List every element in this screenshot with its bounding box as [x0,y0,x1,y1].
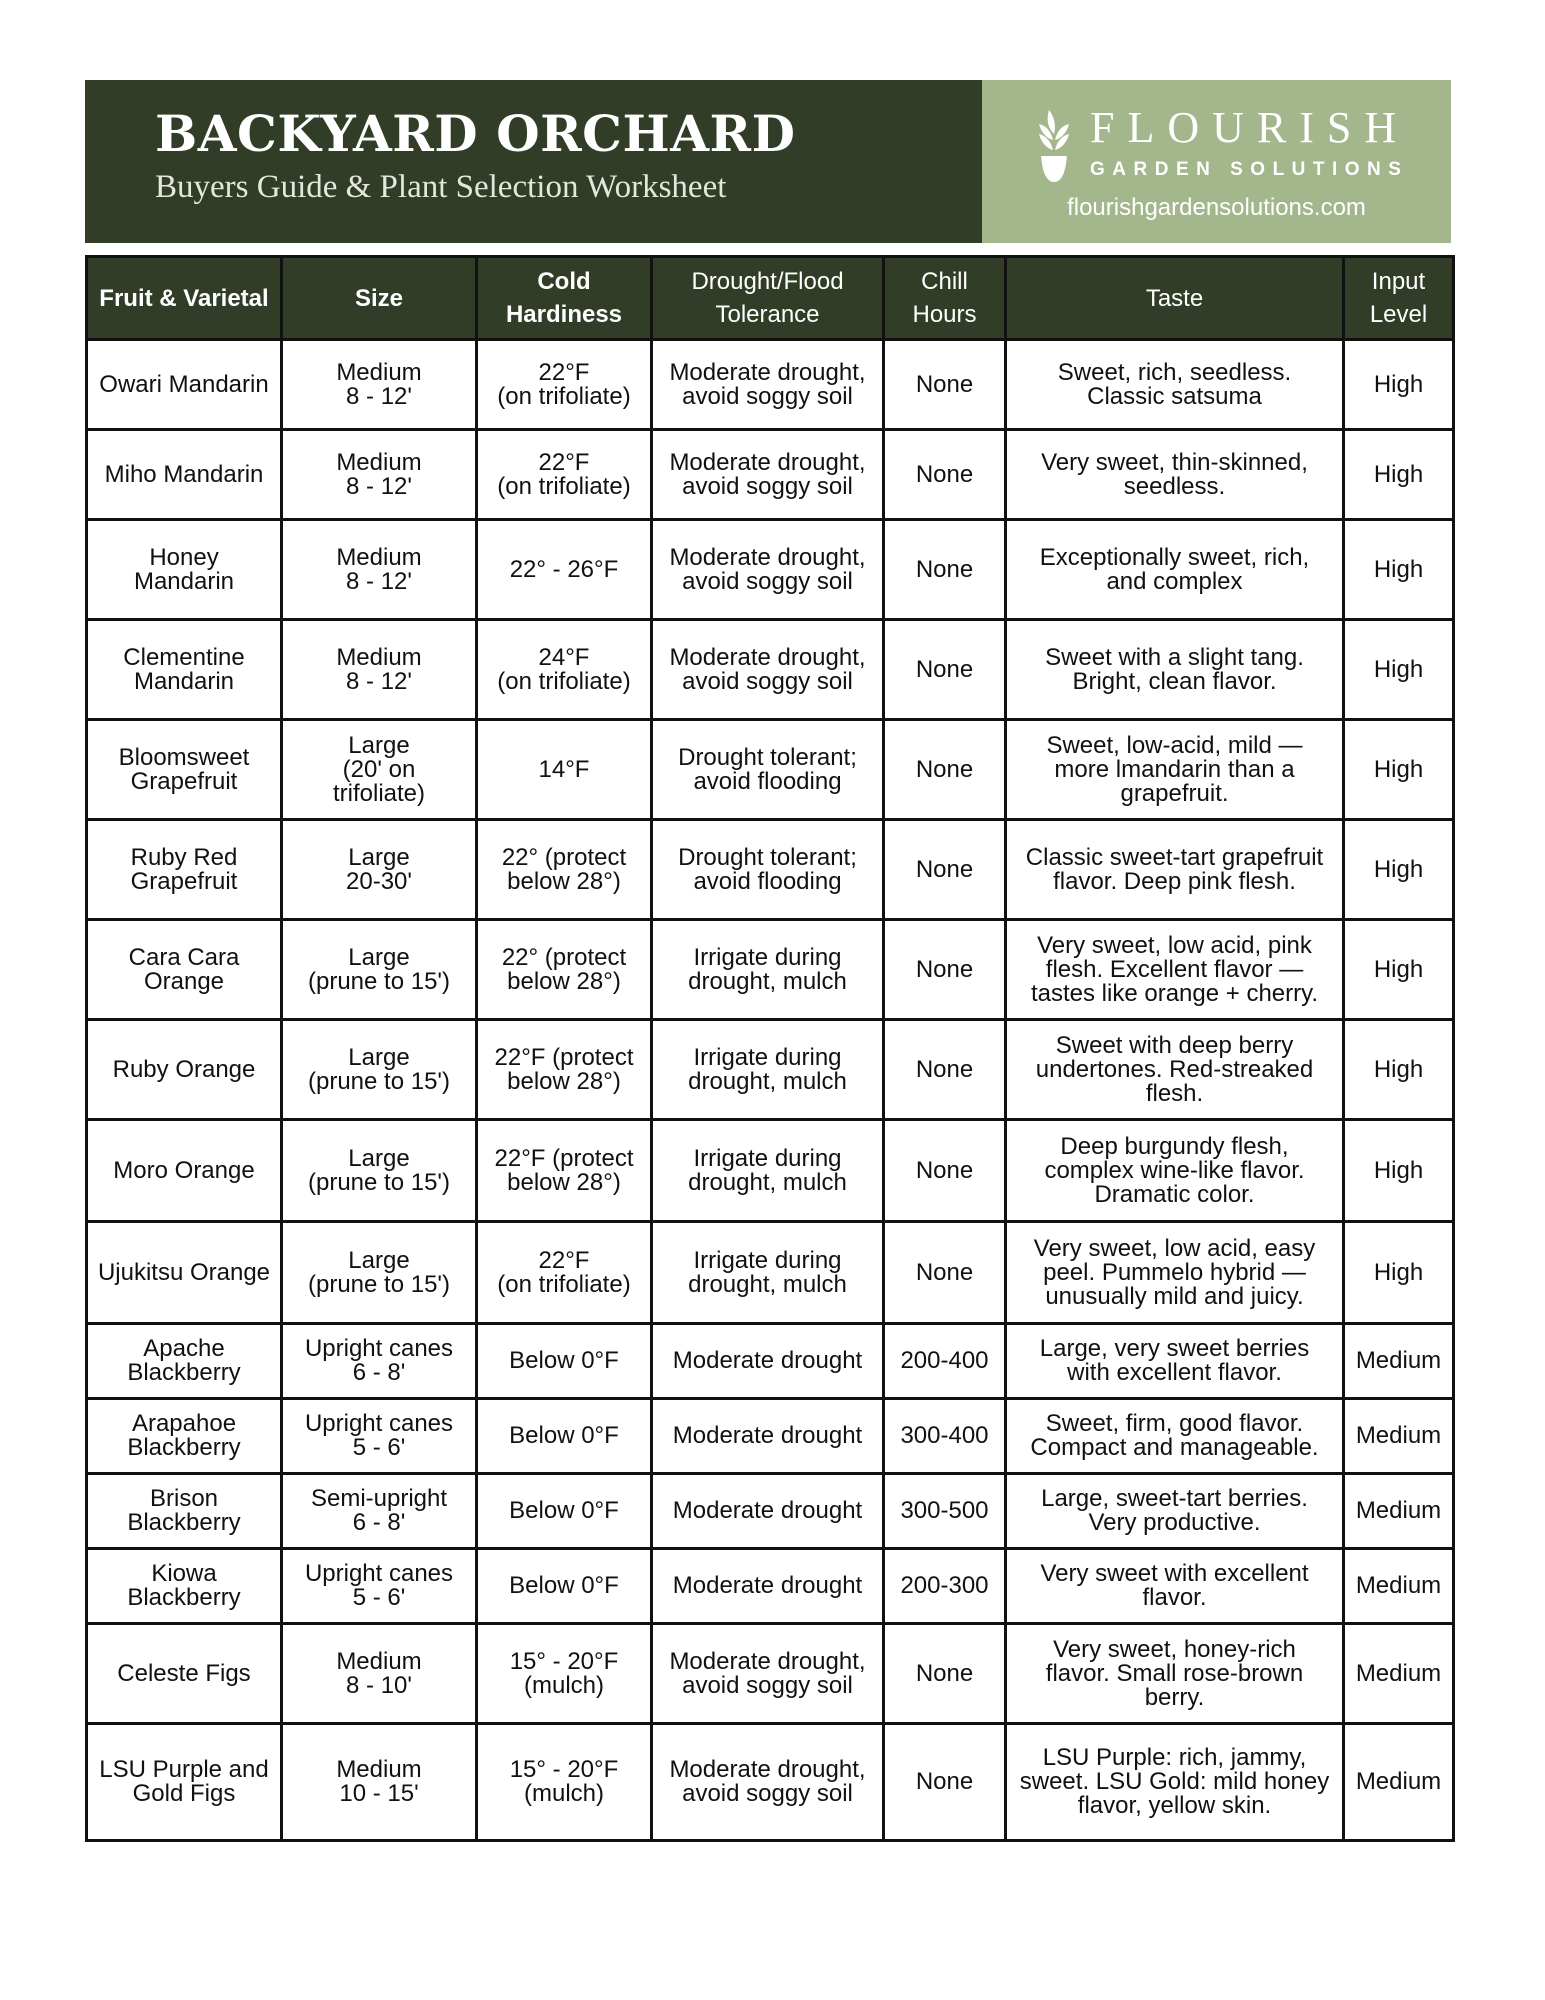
chill-hours-cell: None [884,430,1006,520]
size-cell: Large (20' on trifoliate) [282,720,477,820]
table-row [87,920,1454,1020]
taste-cell: Sweet, rich, seedless. Classic satsuma [1006,340,1344,430]
brand-name: FLOURISH [1090,103,1410,152]
column-header-cold-hardiness: Cold Hardiness [477,257,652,340]
drought-flood-cell: Drought tolerant; avoid flooding [652,820,884,920]
chill-hours-cell: None [884,1724,1006,1841]
chill-hours-cell: 300-400 [884,1399,1006,1474]
taste-cell: LSU Purple: rich, jammy, sweet. LSU Gold: mild honey flavor, yellow skin. [1006,1724,1344,1841]
table-row [87,1724,1454,1841]
size-cell: Large (prune to 15') [282,1120,477,1222]
size-cell: Medium 10 - 15' [282,1724,477,1841]
chill-hours-cell: None [884,720,1006,820]
table-row [87,1020,1454,1120]
plant-selection-table [85,255,1455,1842]
size-cell: Medium 8 - 10' [282,1624,477,1724]
drought-flood-cell: Drought tolerant; avoid flooding [652,720,884,820]
drought-flood-cell: Moderate drought [652,1324,884,1399]
fruit-cell: Honey Mandarin [87,520,282,620]
drought-flood-cell: Moderate drought, avoid soggy soil [652,1724,884,1841]
fruit-cell: Miho Mandarin [87,430,282,520]
chill-hours-cell: None [884,920,1006,1020]
table-row [87,1624,1454,1724]
drought-flood-cell: Moderate drought [652,1399,884,1474]
table-row [87,1549,1454,1624]
cold-hardiness-cell: 22° - 26°F [477,520,652,620]
size-cell: Large (prune to 15') [282,920,477,1020]
drought-flood-cell: Irrigate during drought, mulch [652,1020,884,1120]
taste-cell: Deep burgundy flesh, complex wine-like flavor. Dramatic color. [1006,1120,1344,1222]
chill-hours-cell: None [884,820,1006,920]
size-cell: Medium 8 - 12' [282,430,477,520]
chill-hours-cell: None [884,1020,1006,1120]
column-header-size: Size [282,257,477,340]
fruit-cell: Apache Blackberry [87,1324,282,1399]
sprout-logo-icon [1038,104,1070,184]
input-level-cell: High [1344,340,1454,430]
size-cell: Medium 8 - 12' [282,520,477,620]
table-header-row [87,257,1454,340]
taste-cell: Large, sweet-tart berries. Very productive. [1006,1474,1344,1549]
cold-hardiness-cell: 22°F (on trifoliate) [477,430,652,520]
drought-flood-cell: Moderate drought [652,1474,884,1549]
column-header-fruit: Fruit & Varietal [87,257,282,340]
size-cell: Upright canes 5 - 6' [282,1549,477,1624]
input-level-cell: High [1344,620,1454,720]
table-row [87,720,1454,820]
size-cell: Large 20-30' [282,820,477,920]
cold-hardiness-cell: 22°F (on trifoliate) [477,1222,652,1324]
taste-cell: Sweet, low-acid, mild — more lmandarin than a grapefruit. [1006,720,1344,820]
drought-flood-cell: Moderate drought, avoid soggy soil [652,620,884,720]
taste-cell: Sweet, firm, good flavor. Compact and manageable. [1006,1399,1344,1474]
input-level-cell: Medium [1344,1399,1454,1474]
input-level-cell: High [1344,520,1454,620]
cold-hardiness-cell: 22°F (on trifoliate) [477,340,652,430]
input-level-cell: High [1344,430,1454,520]
table-row [87,430,1454,520]
fruit-cell: Ruby Orange [87,1020,282,1120]
table-row [87,1324,1454,1399]
chill-hours-cell: 200-300 [884,1549,1006,1624]
table-row [87,1474,1454,1549]
fruit-cell: Ruby Red Grapefruit [87,820,282,920]
input-level-cell: Medium [1344,1724,1454,1841]
fruit-cell: Ujukitsu Orange [87,1222,282,1324]
cold-hardiness-cell: 24°F (on trifoliate) [477,620,652,720]
header-banner [85,80,1451,243]
size-cell: Large (prune to 15') [282,1020,477,1120]
fruit-cell: Arapahoe Blackberry [87,1399,282,1474]
drought-flood-cell: Irrigate during drought, mulch [652,1222,884,1324]
taste-cell: Very sweet, low acid, easy peel. Pummelo hybrid — unusually mild and juicy. [1006,1222,1344,1324]
column-header-taste: Taste [1006,257,1344,340]
size-cell: Large (prune to 15') [282,1222,477,1324]
fruit-cell: Brison Blackberry [87,1474,282,1549]
cold-hardiness-cell: 22°F (protect below 28°) [477,1020,652,1120]
table-row [87,1120,1454,1222]
taste-cell: Very sweet, honey-rich flavor. Small rose-brown berry. [1006,1624,1344,1724]
input-level-cell: High [1344,1222,1454,1324]
taste-cell: Very sweet with excellent flavor. [1006,1549,1344,1624]
cold-hardiness-cell: 22° (protect below 28°) [477,820,652,920]
table-row [87,1399,1454,1474]
size-cell: Upright canes 6 - 8' [282,1324,477,1399]
size-cell: Medium 8 - 12' [282,340,477,430]
column-header-input-level: Input Level [1344,257,1454,340]
fruit-cell: Kiowa Blackberry [87,1549,282,1624]
drought-flood-cell: Moderate drought, avoid soggy soil [652,1624,884,1724]
taste-cell: Very sweet, thin-skinned, seedless. [1006,430,1344,520]
input-level-cell: Medium [1344,1324,1454,1399]
fruit-cell: Bloomsweet Grapefruit [87,720,282,820]
cold-hardiness-cell: Below 0°F [477,1549,652,1624]
fruit-cell: Owari Mandarin [87,340,282,430]
chill-hours-cell: 300-500 [884,1474,1006,1549]
taste-cell: Sweet with a slight tang. Bright, clean flavor. [1006,620,1344,720]
cold-hardiness-cell: 14°F [477,720,652,820]
size-cell: Semi-upright 6 - 8' [282,1474,477,1549]
taste-cell: Exceptionally sweet, rich, and complex [1006,520,1344,620]
cold-hardiness-cell: 22° (protect below 28°) [477,920,652,1020]
input-level-cell: High [1344,1120,1454,1222]
column-header-drought-flood: Drought/Flood Tolerance [652,257,884,340]
table-row [87,1222,1454,1324]
taste-cell: Sweet with deep berry undertones. Red-streaked flesh. [1006,1020,1344,1120]
table-body [87,340,1454,1841]
input-level-cell: Medium [1344,1474,1454,1549]
cold-hardiness-cell: 15° - 20°F (mulch) [477,1724,652,1841]
page-subtitle: Buyers Guide & Plant Selection Worksheet [155,169,727,205]
brand-url: flourishgardensolutions.com [1067,194,1366,221]
fruit-cell: Clementine Mandarin [87,620,282,720]
drought-flood-cell: Moderate drought, avoid soggy soil [652,520,884,620]
size-cell: Medium 8 - 12' [282,620,477,720]
taste-cell: Very sweet, low acid, pink flesh. Excellent flavor — tastes like orange + cherry. [1006,920,1344,1020]
fruit-cell: Celeste Figs [87,1624,282,1724]
drought-flood-cell: Irrigate during drought, mulch [652,1120,884,1222]
taste-cell: Large, very sweet berries with excellent flavor. [1006,1324,1344,1399]
chill-hours-cell: None [884,1120,1006,1222]
size-cell: Upright canes 5 - 6' [282,1399,477,1474]
input-level-cell: High [1344,1020,1454,1120]
page-title: BACKYARD ORCHARD [155,104,796,163]
chill-hours-cell: None [884,1222,1006,1324]
column-header-chill-hours: Chill Hours [884,257,1006,340]
brand-panel [982,80,1451,243]
brand-tagline: GARDEN SOLUTIONS [1090,159,1409,180]
chill-hours-cell: 200-400 [884,1324,1006,1399]
table-row [87,820,1454,920]
drought-flood-cell: Moderate drought, avoid soggy soil [652,340,884,430]
input-level-cell: High [1344,720,1454,820]
drought-flood-cell: Irrigate during drought, mulch [652,920,884,1020]
fruit-cell: Moro Orange [87,1120,282,1222]
table-row [87,340,1454,430]
drought-flood-cell: Moderate drought [652,1549,884,1624]
fruit-cell: LSU Purple and Gold Figs [87,1724,282,1841]
chill-hours-cell: None [884,620,1006,720]
input-level-cell: Medium [1344,1624,1454,1724]
input-level-cell: Medium [1344,1549,1454,1624]
taste-cell: Classic sweet-tart grapefruit flavor. Deep pink flesh. [1006,820,1344,920]
table-row [87,520,1454,620]
chill-hours-cell: None [884,340,1006,430]
table-row [87,620,1454,720]
input-level-cell: High [1344,920,1454,1020]
chill-hours-cell: None [884,1624,1006,1724]
title-panel [85,80,982,243]
fruit-cell: Cara Cara Orange [87,920,282,1020]
cold-hardiness-cell: 22°F (protect below 28°) [477,1120,652,1222]
cold-hardiness-cell: Below 0°F [477,1324,652,1399]
input-level-cell: High [1344,820,1454,920]
cold-hardiness-cell: Below 0°F [477,1399,652,1474]
cold-hardiness-cell: 15° - 20°F (mulch) [477,1624,652,1724]
cold-hardiness-cell: Below 0°F [477,1474,652,1549]
drought-flood-cell: Moderate drought, avoid soggy soil [652,430,884,520]
chill-hours-cell: None [884,520,1006,620]
